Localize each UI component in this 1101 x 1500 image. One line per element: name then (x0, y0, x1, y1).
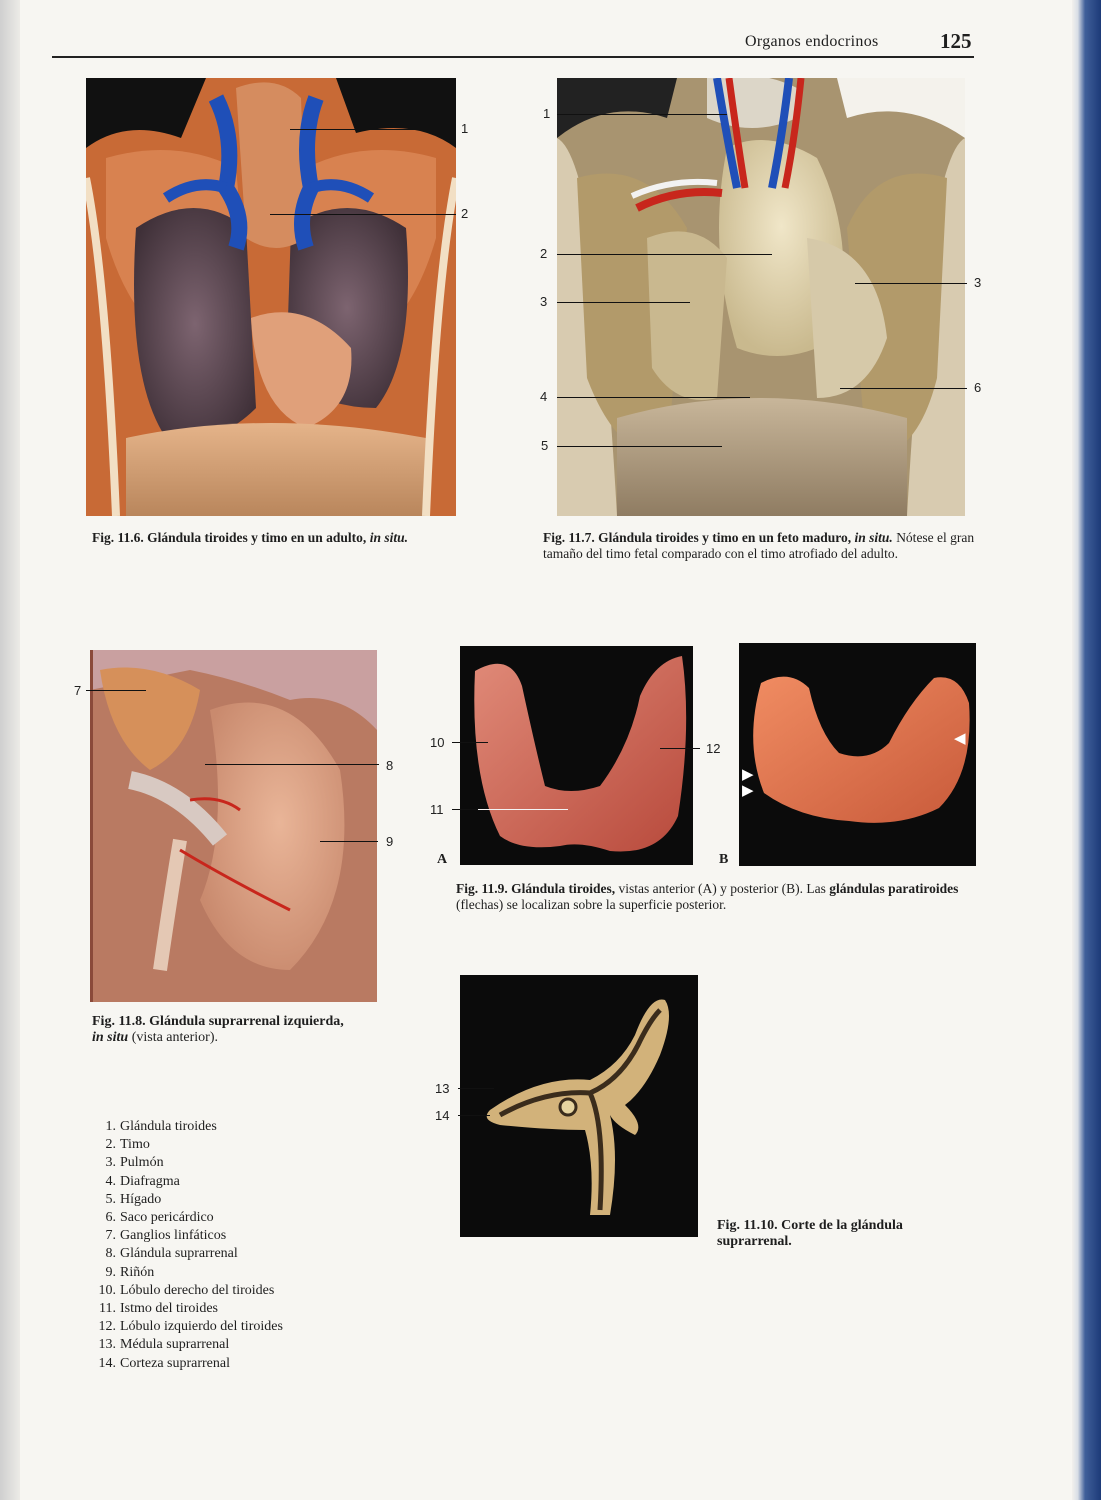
panel-label-b: B (719, 852, 729, 867)
fig-11-8-photo (90, 650, 377, 1002)
caption-bold: Fig. 11.8. Glándula suprarrenal izquierda, (92, 1014, 344, 1029)
page-number: 125 (940, 29, 972, 53)
caption-bold-2: glándulas paratiroides (829, 881, 959, 896)
leader-line-11 (452, 809, 478, 810)
parathyroid-arrow-icon: ▶ (742, 765, 754, 783)
fig-11-7-label-2: 2 (540, 246, 548, 261)
panel-label-a: A (437, 852, 448, 867)
legend-item: 13. Médula suprarrenal (98, 1337, 230, 1353)
legend-item: 9. Riñón (105, 1264, 155, 1280)
fig-11-10-label-13: 13 (435, 1081, 450, 1096)
header-rule (52, 56, 974, 58)
legend-item: 14. Corteza suprarrenal (98, 1355, 230, 1371)
legend-item: 3. Pulmón (105, 1155, 164, 1171)
fig-11-9b-photo (739, 643, 976, 866)
legend-item: 1. Glándula tiroides (105, 1119, 217, 1134)
legend-item: 5. Hígado (105, 1191, 162, 1207)
leader-line-14 (458, 1115, 490, 1116)
leader-line-4 (557, 397, 750, 398)
fig-11-7-label-4: 4 (540, 389, 548, 404)
caption-bold: Fig. 11.7. Glándula tiroides y timo en un feto maduro, (543, 530, 852, 545)
fig-11-9-label-12: 12 (706, 741, 721, 756)
running-head: Organos endocrinos (745, 33, 879, 50)
leader-line-2b (557, 254, 772, 255)
leader-line-2 (270, 214, 456, 215)
fig-11-6-caption (92, 530, 448, 546)
fig-11-9a-photo (460, 646, 693, 865)
fig-11-10-label-14: 14 (435, 1108, 450, 1123)
fig-11-7-label-3r: 3 (974, 275, 982, 290)
leader-line-10 (452, 742, 488, 743)
fig-11-6-label-2: 2 (461, 206, 469, 221)
caption-bold: Fig. 11.9. Glándula tiroides, (456, 881, 616, 896)
caption-bold: Fig. 11.6. Glándula tiroides y timo en un adulto, (92, 530, 367, 545)
fig-11-6-label-1: 1 (461, 121, 469, 136)
legend-item: 2. Timo (105, 1137, 150, 1153)
caption-italic: in situ. (369, 530, 408, 545)
fig-11-10-caption (717, 1218, 947, 1250)
caption-italic: in situ. (854, 530, 893, 545)
leader-line-8 (205, 764, 379, 765)
fig-11-8-caption (92, 1014, 352, 1046)
leader-line-3l (557, 302, 690, 303)
fig-11-9-caption (456, 881, 986, 913)
leader-line-12 (660, 748, 700, 749)
leader-line-1b (557, 114, 727, 115)
page-gutter (0, 0, 20, 1500)
legend-item: 4. Diafragma (105, 1173, 180, 1189)
leader-line-3r (855, 283, 967, 284)
fig-11-7-label-5: 5 (541, 438, 549, 453)
fig-11-9-label-10: 10 (430, 735, 445, 750)
leader-line-11-inside (478, 809, 568, 810)
parathyroid-arrow-icon: ◀ (954, 729, 966, 747)
fig-11-8-label-9: 9 (386, 834, 394, 849)
fig-11-6-photo (86, 78, 456, 516)
caption-rest: (vista anterior). (131, 1030, 218, 1045)
parathyroid-arrow-icon: ▶ (742, 781, 754, 799)
legend-item: 6. Saco pericárdico (105, 1210, 214, 1226)
leader-line-1 (290, 129, 453, 130)
caption-bold: Fig. 11.10. Corte de la glándula suprarrenal. (717, 1218, 903, 1249)
legend-list (90, 1118, 283, 1373)
fig-11-8-label-8: 8 (386, 758, 394, 773)
fig-11-8-label-7: 7 (74, 683, 82, 698)
leader-line-6 (840, 388, 967, 389)
caption-italic: in situ (92, 1030, 129, 1045)
fig-11-7-label-3l: 3 (540, 294, 548, 309)
legend-item: 8. Glándula suprarrenal (105, 1246, 238, 1262)
caption-mid: vistas anterior (A) y posterior (B). Las (618, 881, 826, 896)
leader-line-9 (320, 841, 378, 842)
caption-rest: (flechas) se localizan sobre la superficie posterior. (456, 897, 727, 912)
book-edge (1072, 0, 1101, 1500)
legend-item: 11. Istmo del tiroides (99, 1301, 218, 1317)
caption-rest: Nótese el gran tamaño del timo fetal comparado con el timo atrofiado del adulto. (543, 530, 975, 561)
fig-11-7-caption (543, 530, 993, 562)
fig-11-10-photo (460, 975, 698, 1237)
leader-line-5 (557, 446, 722, 447)
fig-11-9-label-11: 11 (430, 802, 444, 817)
legend-item: 10. Lóbulo derecho del tiroides (98, 1282, 275, 1298)
legend-item: 12. Lóbulo izquierdo del tiroides (98, 1319, 283, 1335)
legend-item: 7. Ganglios linfáticos (105, 1228, 227, 1244)
fig-11-7-label-1: 1 (543, 106, 551, 121)
leader-line-13 (458, 1088, 494, 1089)
fig-11-7-photo (557, 78, 965, 516)
leader-line-7 (86, 690, 146, 691)
fig-11-7-label-6: 6 (974, 380, 982, 395)
